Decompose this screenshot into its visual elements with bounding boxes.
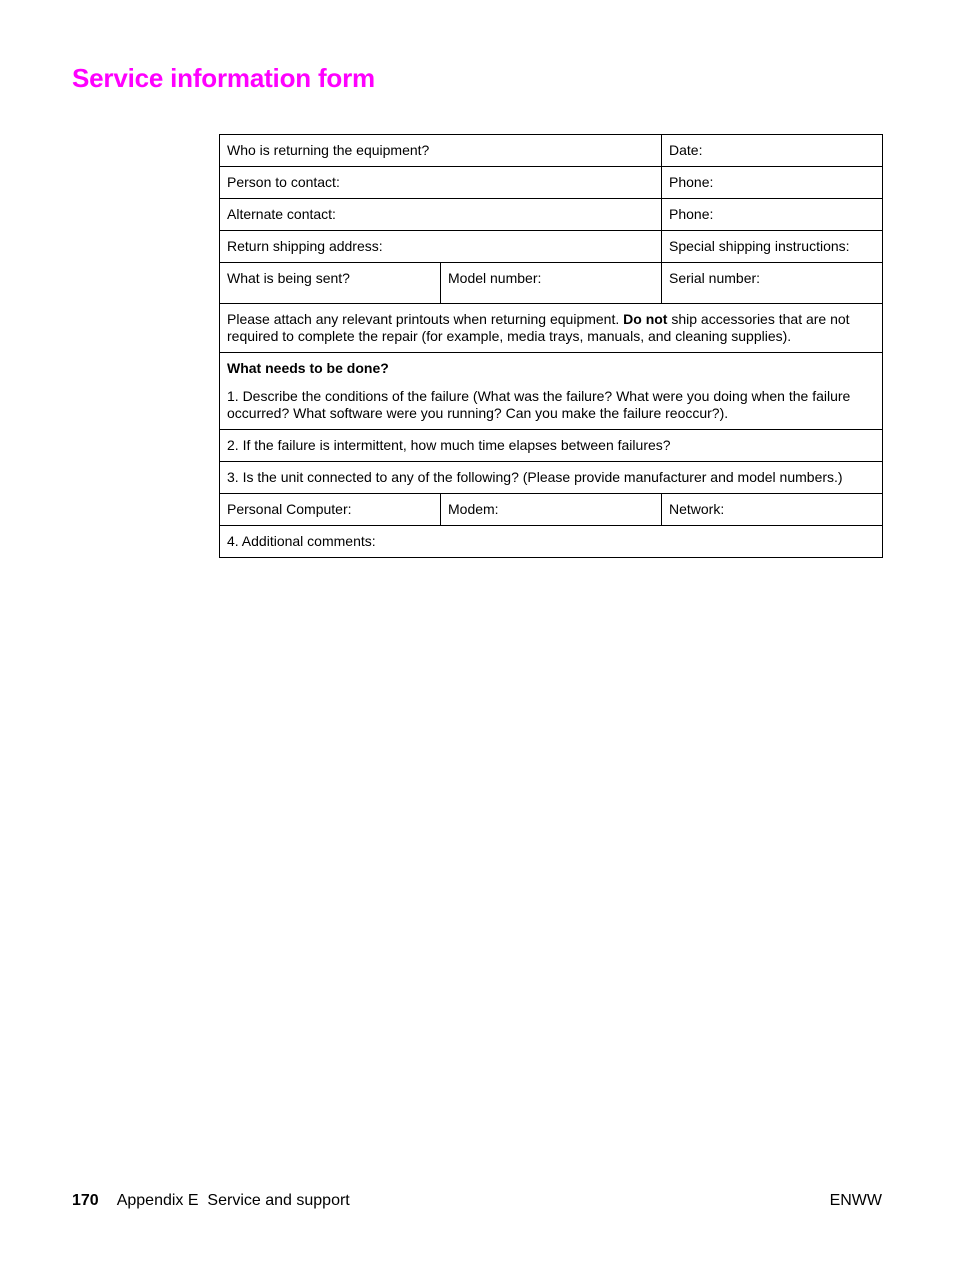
footer-left (72, 1192, 350, 1210)
table-row (220, 462, 883, 494)
network-field[interactable]: Network: (662, 494, 883, 526)
contact-person-field[interactable]: Person to contact: (220, 167, 662, 199)
table-row (220, 353, 883, 430)
footer-section: Appendix E Service and support (116, 1192, 350, 1209)
serial-number-field[interactable]: Serial number: (662, 263, 883, 304)
notice-emphasis: Do not (623, 311, 668, 327)
footer-right: ENWW (829, 1192, 882, 1209)
special-instructions-field[interactable]: Special shipping instructions: (662, 231, 883, 263)
returner-field[interactable]: Who is returning the equipment? (220, 135, 662, 167)
what-sent-field[interactable]: What is being sent? (220, 263, 441, 304)
needs-heading: What needs to be done? (227, 360, 389, 376)
date-field[interactable]: Date: (662, 135, 883, 167)
additional-comments-field[interactable]: 4. Additional comments: (220, 526, 883, 558)
table-row (220, 526, 883, 558)
page-title: Service information form (72, 63, 375, 93)
notice-text: Please attach any relevant printouts when returning equipment. (227, 311, 624, 327)
intermittent-failure-field[interactable]: 2. If the failure is intermittent, how much time elapses between failures? (220, 430, 883, 462)
personal-computer-field[interactable]: Personal Computer: (220, 494, 441, 526)
connection-question: 3. Is the unit connected to any of the following? (Please provide manufacturer and model numbers.) (220, 462, 883, 494)
table-row (220, 231, 883, 263)
table-row (220, 135, 883, 167)
table-row (220, 304, 883, 353)
table-row (220, 494, 883, 526)
failure-description-field[interactable] (220, 353, 883, 430)
return-address-field[interactable]: Return shipping address: (220, 231, 662, 263)
question-1: 1. Describe the conditions of the failure (What was the failure? What were you doing when the failure occurred? What software were you running? Can you make the failure reoccur?). (227, 388, 851, 421)
attachment-notice (220, 304, 883, 353)
phone-field[interactable]: Phone: (662, 167, 883, 199)
model-number-field[interactable]: Model number: (441, 263, 662, 304)
table-row (220, 263, 883, 304)
table-row (220, 430, 883, 462)
service-information-table (219, 134, 883, 558)
alternate-contact-field[interactable]: Alternate contact: (220, 199, 662, 231)
notice-text-continued: ship accessories that are not required to complete the repair (for example, media trays, manuals, and cleaning supplies). (227, 311, 850, 344)
table-row (220, 199, 883, 231)
page-number: 170 (72, 1192, 99, 1209)
table-row (220, 167, 883, 199)
alternate-phone-field[interactable]: Phone: (662, 199, 883, 231)
modem-field[interactable]: Modem: (441, 494, 662, 526)
